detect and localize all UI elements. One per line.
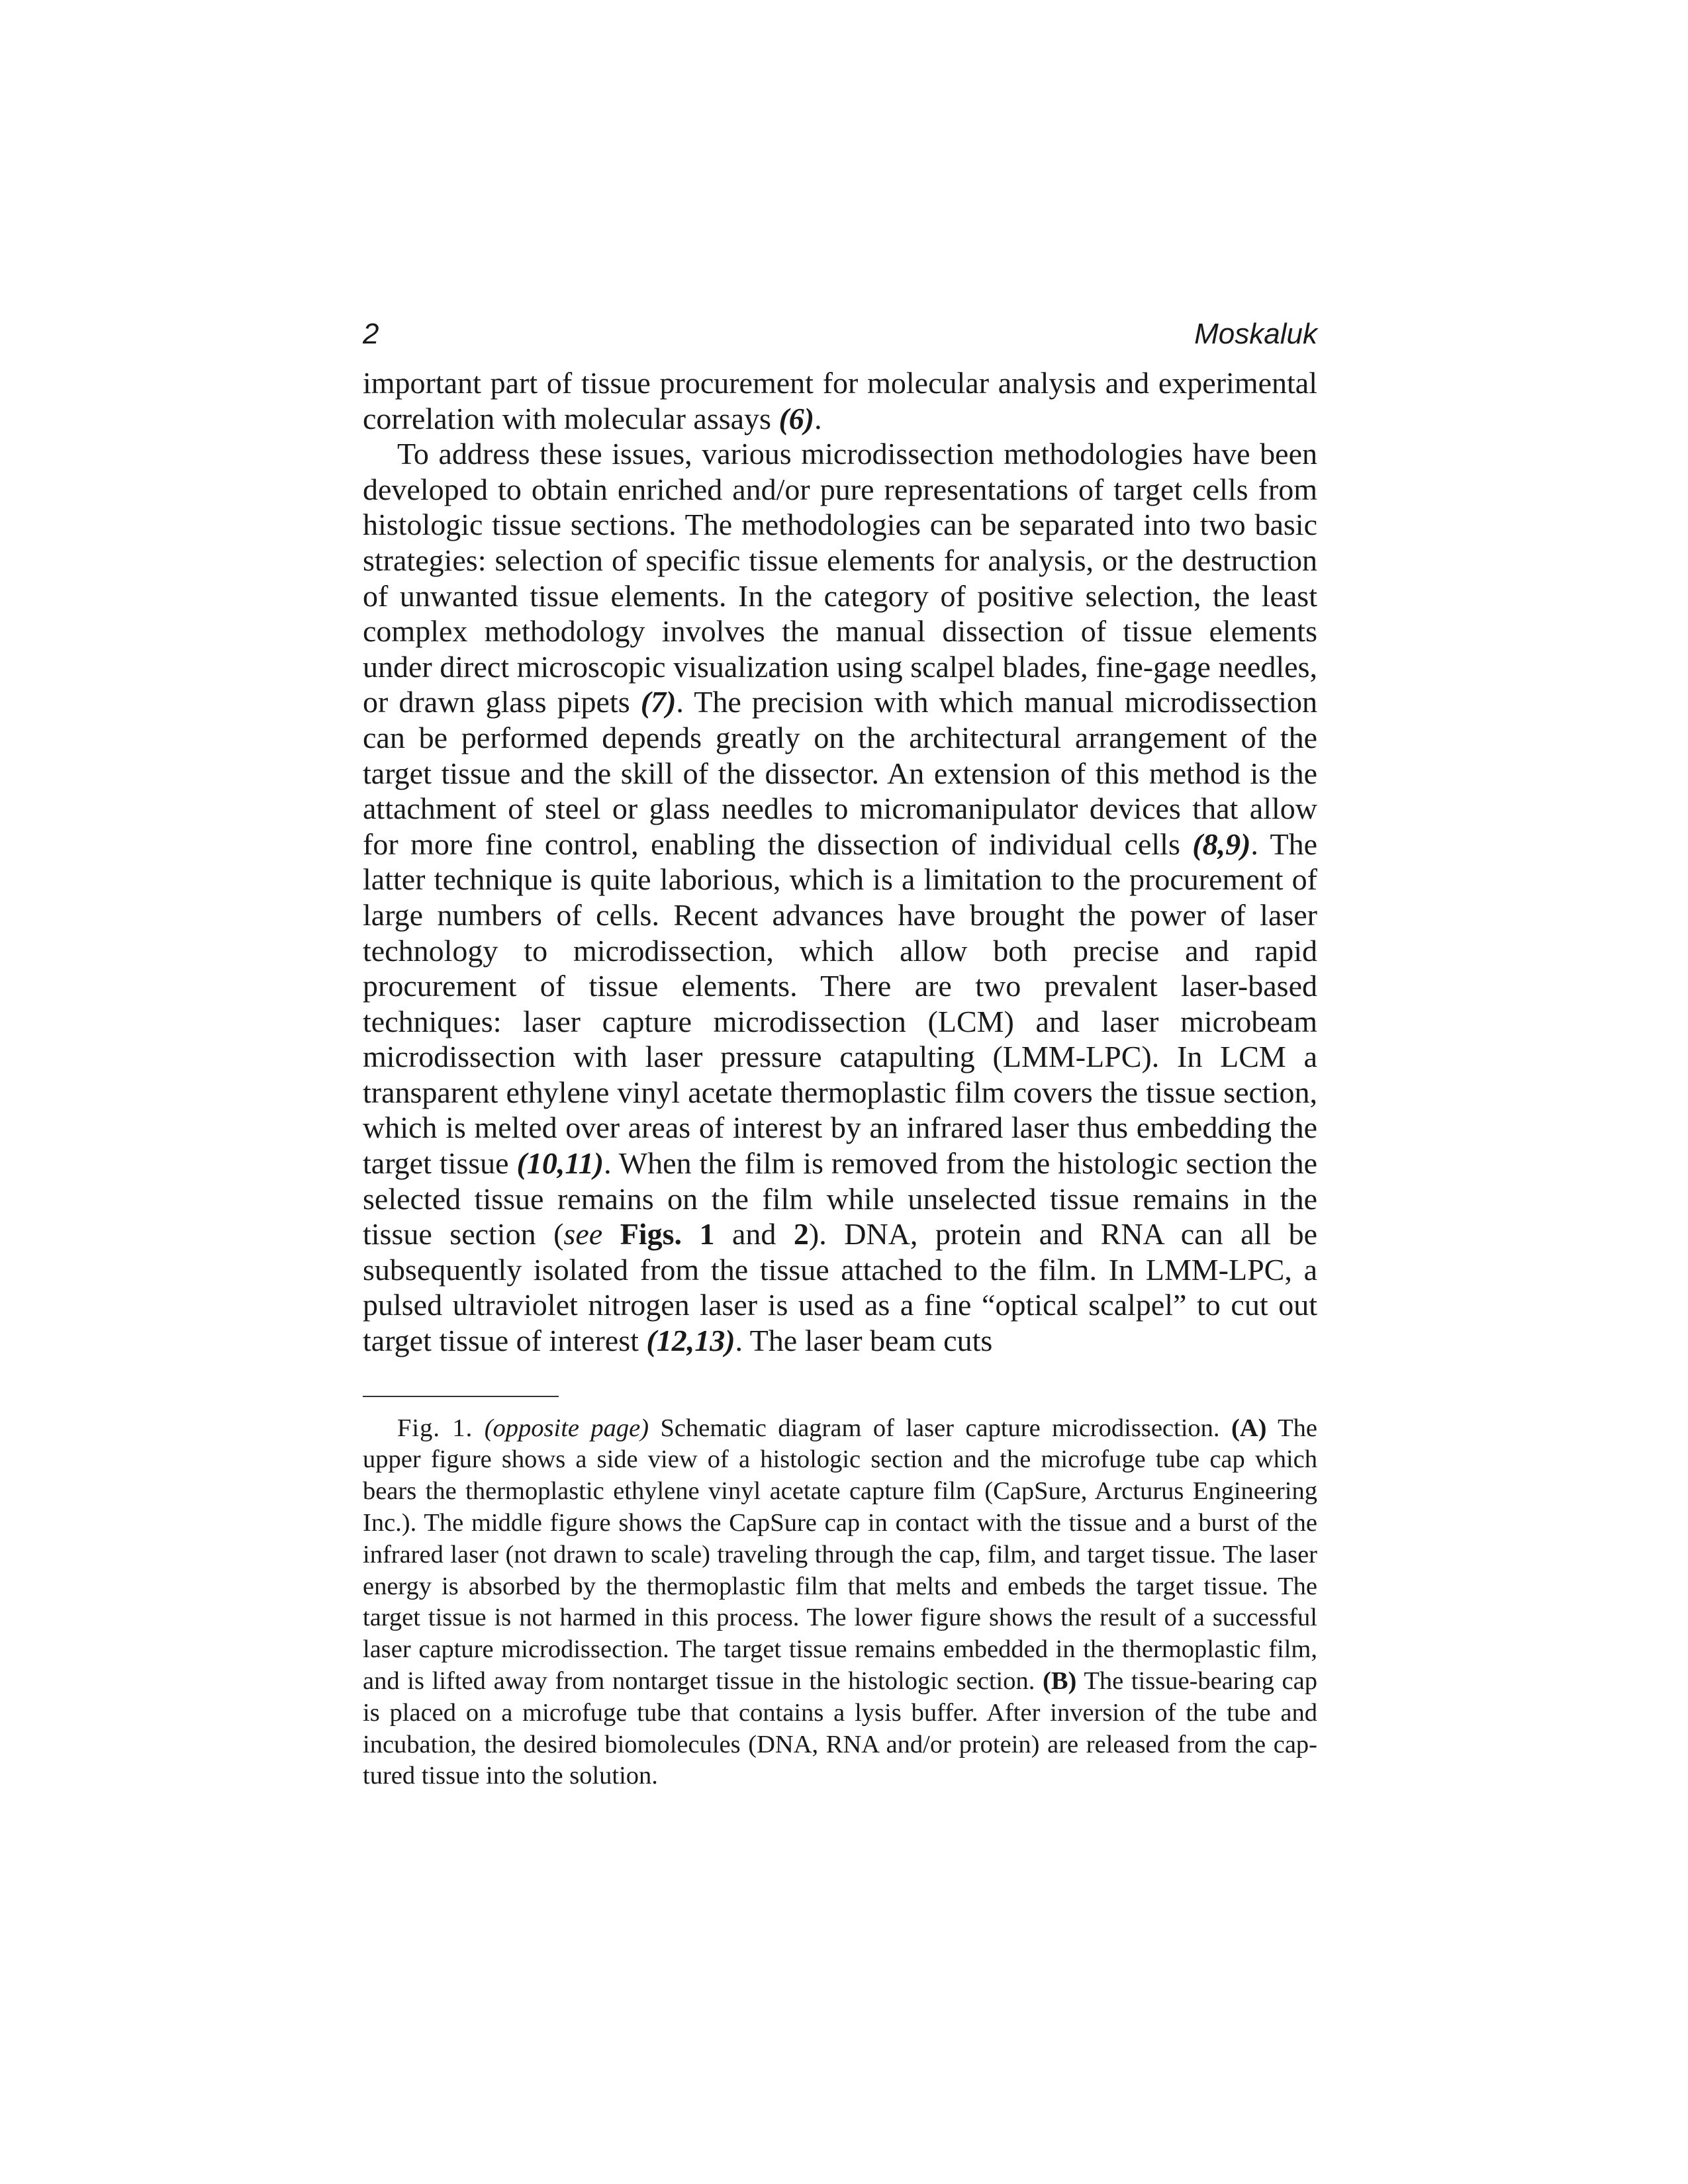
citation-ref: (12,13): [646, 1324, 735, 1358]
see-word: see: [563, 1217, 603, 1251]
caption-opposite-page: (opposite page): [484, 1414, 649, 1442]
text-run: Schematic diagram of laser capture microdissection.: [649, 1414, 1231, 1442]
figure-caption: [363, 1413, 1317, 1793]
text-run: . The latter technique is quite laborious, which is a limitation to the procurement of large numbers of cells. Recent advances have brought the power of laser technology to microdissection, which allow both precise and rapid procurement of tissue elements. There are two prevalent laser-based techniques: laser capture microdissection (LCM) and laser microbeam microdissection with laser pressure catapulting (LMM-LPC). In LCM a transparent ethylene vinyl acetate thermoplastic film covers the tissue section, which is melted over areas of interest by an infrared laser thus embedding the target tissue: [363, 827, 1317, 1181]
citation-ref: (6): [778, 401, 815, 435]
citation-ref: (8,9): [1192, 827, 1251, 861]
page-number: 2: [363, 318, 379, 350]
text-run: The upper figure shows a side view of a histologic section and the microfuge tube cap which bears the thermoplastic ethylene vinyl acetate capture film (CapSure, Arcturus Engineering Inc.). The middle figure shows the CapSure cap in contact with the tissue and a burst of the infrared laser (not drawn to scale) traveling through the cap, film, and target tissue. The laser energy is absorbed by the thermoplastic film that melts and embeds the target tissue. The target tissue is not harmed in this process. The lower figure shows the result of a successful laser capture microdissection. The target tissue remains embedded in the thermoplastic film, and is lifted away from nontarget tissue in the histologic section.: [363, 1414, 1317, 1695]
text-run: To address these issues, various microdissection methodologies have been developed to obtain enriched and/or pure representations of target cells from histologic tissue sections. The methodologies can be separated into two basic strategies: selection of specific tissue elements for analysis, or the destruction of unwanted tissue elements. In the category of positive selection, the least complex methodology involves the manual dissection of tissue elements under direct microscopic visualization using scalpel blades, fine-gage needles, or drawn glass pipets: [363, 437, 1317, 719]
text-run: ). DNA, protein and RNA can all be subsequently isolated from the tissue attached to the film. In LMM-LPC, a pulsed ultraviolet nitrogen laser is used as a fine “optical scalpel” to cut out target tissue of interest: [363, 1217, 1317, 1358]
text-run: The tissue-bearing cap is placed on a microfuge tube that contains a lysis buffer. After inversion of the tube and incubation, the desired biomolecules (DNA, RNA and/or protein) are released from the captured tissue into the solution.: [363, 1667, 1317, 1790]
text-run: . When the film is removed from the histologic section the selected tissue remains on the film while unselected tissue remains in the tissue section (: [363, 1146, 1317, 1251]
text-run: [602, 1217, 620, 1251]
book-page: [363, 318, 1317, 1818]
figure-ref: 2: [793, 1217, 809, 1251]
text-run: . The precision with which manual microdissection can be performed depends greatly on the architectural arrangement of the target tissue and the skill of the dissector. An extension of this method is the attachment of steel or glass needles to micromanipulator devices that allow for more fine control, enabling the dissection of individual cells: [363, 685, 1317, 861]
text-run: and: [714, 1217, 794, 1251]
text-run: . The laser beam cuts: [735, 1324, 993, 1358]
text-run: [473, 1414, 484, 1442]
paragraph-1: [363, 365, 1317, 436]
running-head-author: Moskaluk: [1194, 318, 1317, 350]
citation-ref: (10,11): [516, 1146, 604, 1181]
caption-panel-a: (A): [1231, 1414, 1267, 1442]
paragraph-2: [363, 436, 1317, 1358]
text-run: .: [814, 401, 822, 435]
caption-panel-b: (B): [1043, 1667, 1077, 1695]
caption-label: Fig. 1.: [397, 1414, 473, 1442]
citation-ref: (7): [640, 685, 677, 719]
body-text: [363, 365, 1317, 1359]
text-run: important part of tissue procurement for molecular analysis and experimental correlation with molecular assays: [363, 366, 1317, 435]
running-head: [363, 318, 1317, 365]
footnote-divider: [363, 1396, 559, 1397]
figure-ref: Figs. 1: [620, 1217, 715, 1251]
